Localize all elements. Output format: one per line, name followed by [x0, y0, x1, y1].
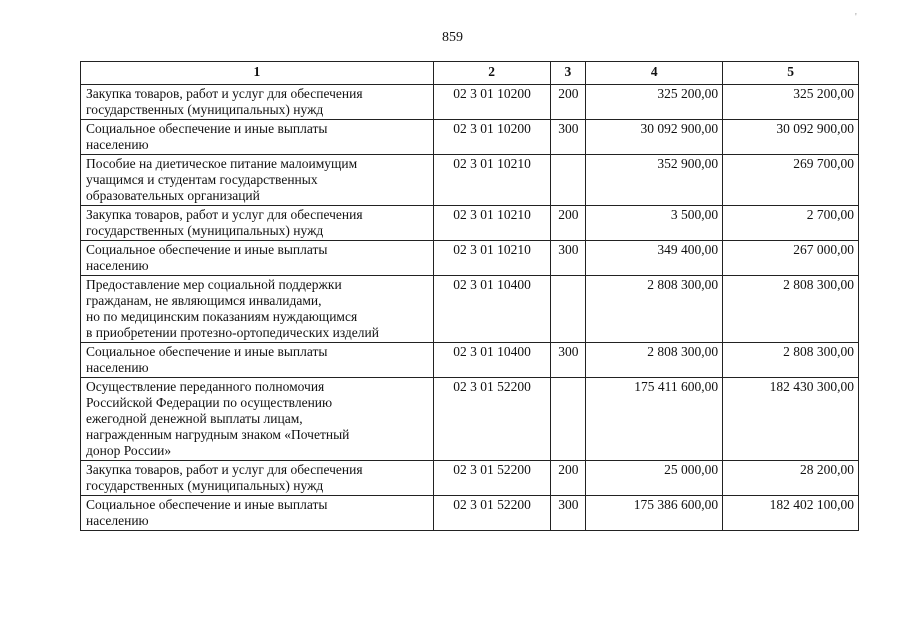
- row-name-cell: [81, 206, 434, 241]
- row-name: Предоставление мер социальной поддержки гражданам, не являющимся инвалидами, но по медицинским показаниям нуждающимся в приобретении протезно-ортопедических изделий: [86, 277, 379, 340]
- row-expense-type: 300: [550, 496, 586, 531]
- table-row: [81, 461, 859, 496]
- row-amount-year1: 325 200,00: [586, 85, 723, 120]
- row-amount-year2: 182 430 300,00: [723, 378, 859, 461]
- row-name-cell: [81, 155, 434, 206]
- table-row: [81, 206, 859, 241]
- table-row: [81, 343, 859, 378]
- row-amount-year1: 3 500,00: [586, 206, 723, 241]
- row-expense-type: [550, 378, 586, 461]
- row-name: Социальное обеспечение и иные выплаты населению: [86, 121, 328, 152]
- row-name: Закупка товаров, работ и услуг для обеспечения государственных (муниципальных) нужд: [86, 86, 363, 117]
- row-code: 02 3 01 10400: [433, 276, 550, 343]
- column-header-code: 2: [433, 62, 550, 85]
- row-name-cell: [81, 461, 434, 496]
- row-name-cell: [81, 378, 434, 461]
- table-row: [81, 241, 859, 276]
- column-header-name: 1: [81, 62, 434, 85]
- column-header-year1: 4: [586, 62, 723, 85]
- row-amount-year2: 182 402 100,00: [723, 496, 859, 531]
- row-amount-year2: 28 200,00: [723, 461, 859, 496]
- column-header-year2: 5: [723, 62, 859, 85]
- row-name: Закупка товаров, работ и услуг для обеспечения государственных (муниципальных) нужд: [86, 207, 363, 238]
- corner-mark: ': [855, 12, 857, 23]
- row-name-cell: [81, 276, 434, 343]
- row-code: 02 3 01 10210: [433, 155, 550, 206]
- row-amount-year1: 2 808 300,00: [586, 276, 723, 343]
- table-row: [81, 378, 859, 461]
- table-row: [81, 496, 859, 531]
- page-number: 859: [442, 30, 463, 45]
- row-name: Осуществление переданного полномочия Российской Федерации по осуществлению ежегодной денежной выплаты лицам, награжденным нагрудным знаком «Почетный донор России»: [86, 379, 350, 458]
- row-expense-type: [550, 155, 586, 206]
- budget-table: [80, 61, 859, 531]
- row-name: Пособие на диетическое питание малоимущим учащимся и студентам государственных образовательных организаций: [86, 156, 358, 203]
- row-expense-type: 300: [550, 241, 586, 276]
- row-name: Социальное обеспечение и иные выплаты населению: [86, 497, 328, 528]
- row-name: Закупка товаров, работ и услуг для обеспечения государственных (муниципальных) нужд: [86, 462, 363, 493]
- row-amount-year2: 2 808 300,00: [723, 343, 859, 378]
- row-code: 02 3 01 52200: [433, 461, 550, 496]
- row-amount-year1: 349 400,00: [586, 241, 723, 276]
- row-name-cell: [81, 120, 434, 155]
- row-amount-year2: 269 700,00: [723, 155, 859, 206]
- table-header-row: [81, 62, 859, 85]
- row-expense-type: 300: [550, 120, 586, 155]
- column-header-type: 3: [550, 62, 586, 85]
- row-amount-year1: 2 808 300,00: [586, 343, 723, 378]
- row-amount-year1: 175 411 600,00: [586, 378, 723, 461]
- row-code: 02 3 01 52200: [433, 496, 550, 531]
- row-expense-type: [550, 276, 586, 343]
- row-expense-type: 300: [550, 343, 586, 378]
- row-expense-type: 200: [550, 461, 586, 496]
- row-name: Социальное обеспечение и иные выплаты населению: [86, 344, 328, 375]
- row-name-cell: [81, 241, 434, 276]
- table-row: [81, 155, 859, 206]
- row-name-cell: [81, 496, 434, 531]
- row-amount-year1: 30 092 900,00: [586, 120, 723, 155]
- table-row: [81, 276, 859, 343]
- row-amount-year2: 325 200,00: [723, 85, 859, 120]
- row-name-cell: [81, 343, 434, 378]
- table-row: [81, 120, 859, 155]
- row-code: 02 3 01 10210: [433, 206, 550, 241]
- row-code: 02 3 01 52200: [433, 378, 550, 461]
- row-amount-year1: 352 900,00: [586, 155, 723, 206]
- row-amount-year2: 30 092 900,00: [723, 120, 859, 155]
- table-row: [81, 85, 859, 120]
- row-amount-year1: 25 000,00: [586, 461, 723, 496]
- row-amount-year1: 175 386 600,00: [586, 496, 723, 531]
- row-name: Социальное обеспечение и иные выплаты населению: [86, 242, 328, 273]
- row-expense-type: 200: [550, 206, 586, 241]
- row-amount-year2: 2 700,00: [723, 206, 859, 241]
- row-amount-year2: 2 808 300,00: [723, 276, 859, 343]
- row-code: 02 3 01 10200: [433, 120, 550, 155]
- row-name-cell: [81, 85, 434, 120]
- row-code: 02 3 01 10210: [433, 241, 550, 276]
- row-amount-year2: 267 000,00: [723, 241, 859, 276]
- row-expense-type: 200: [550, 85, 586, 120]
- row-code: 02 3 01 10200: [433, 85, 550, 120]
- row-code: 02 3 01 10400: [433, 343, 550, 378]
